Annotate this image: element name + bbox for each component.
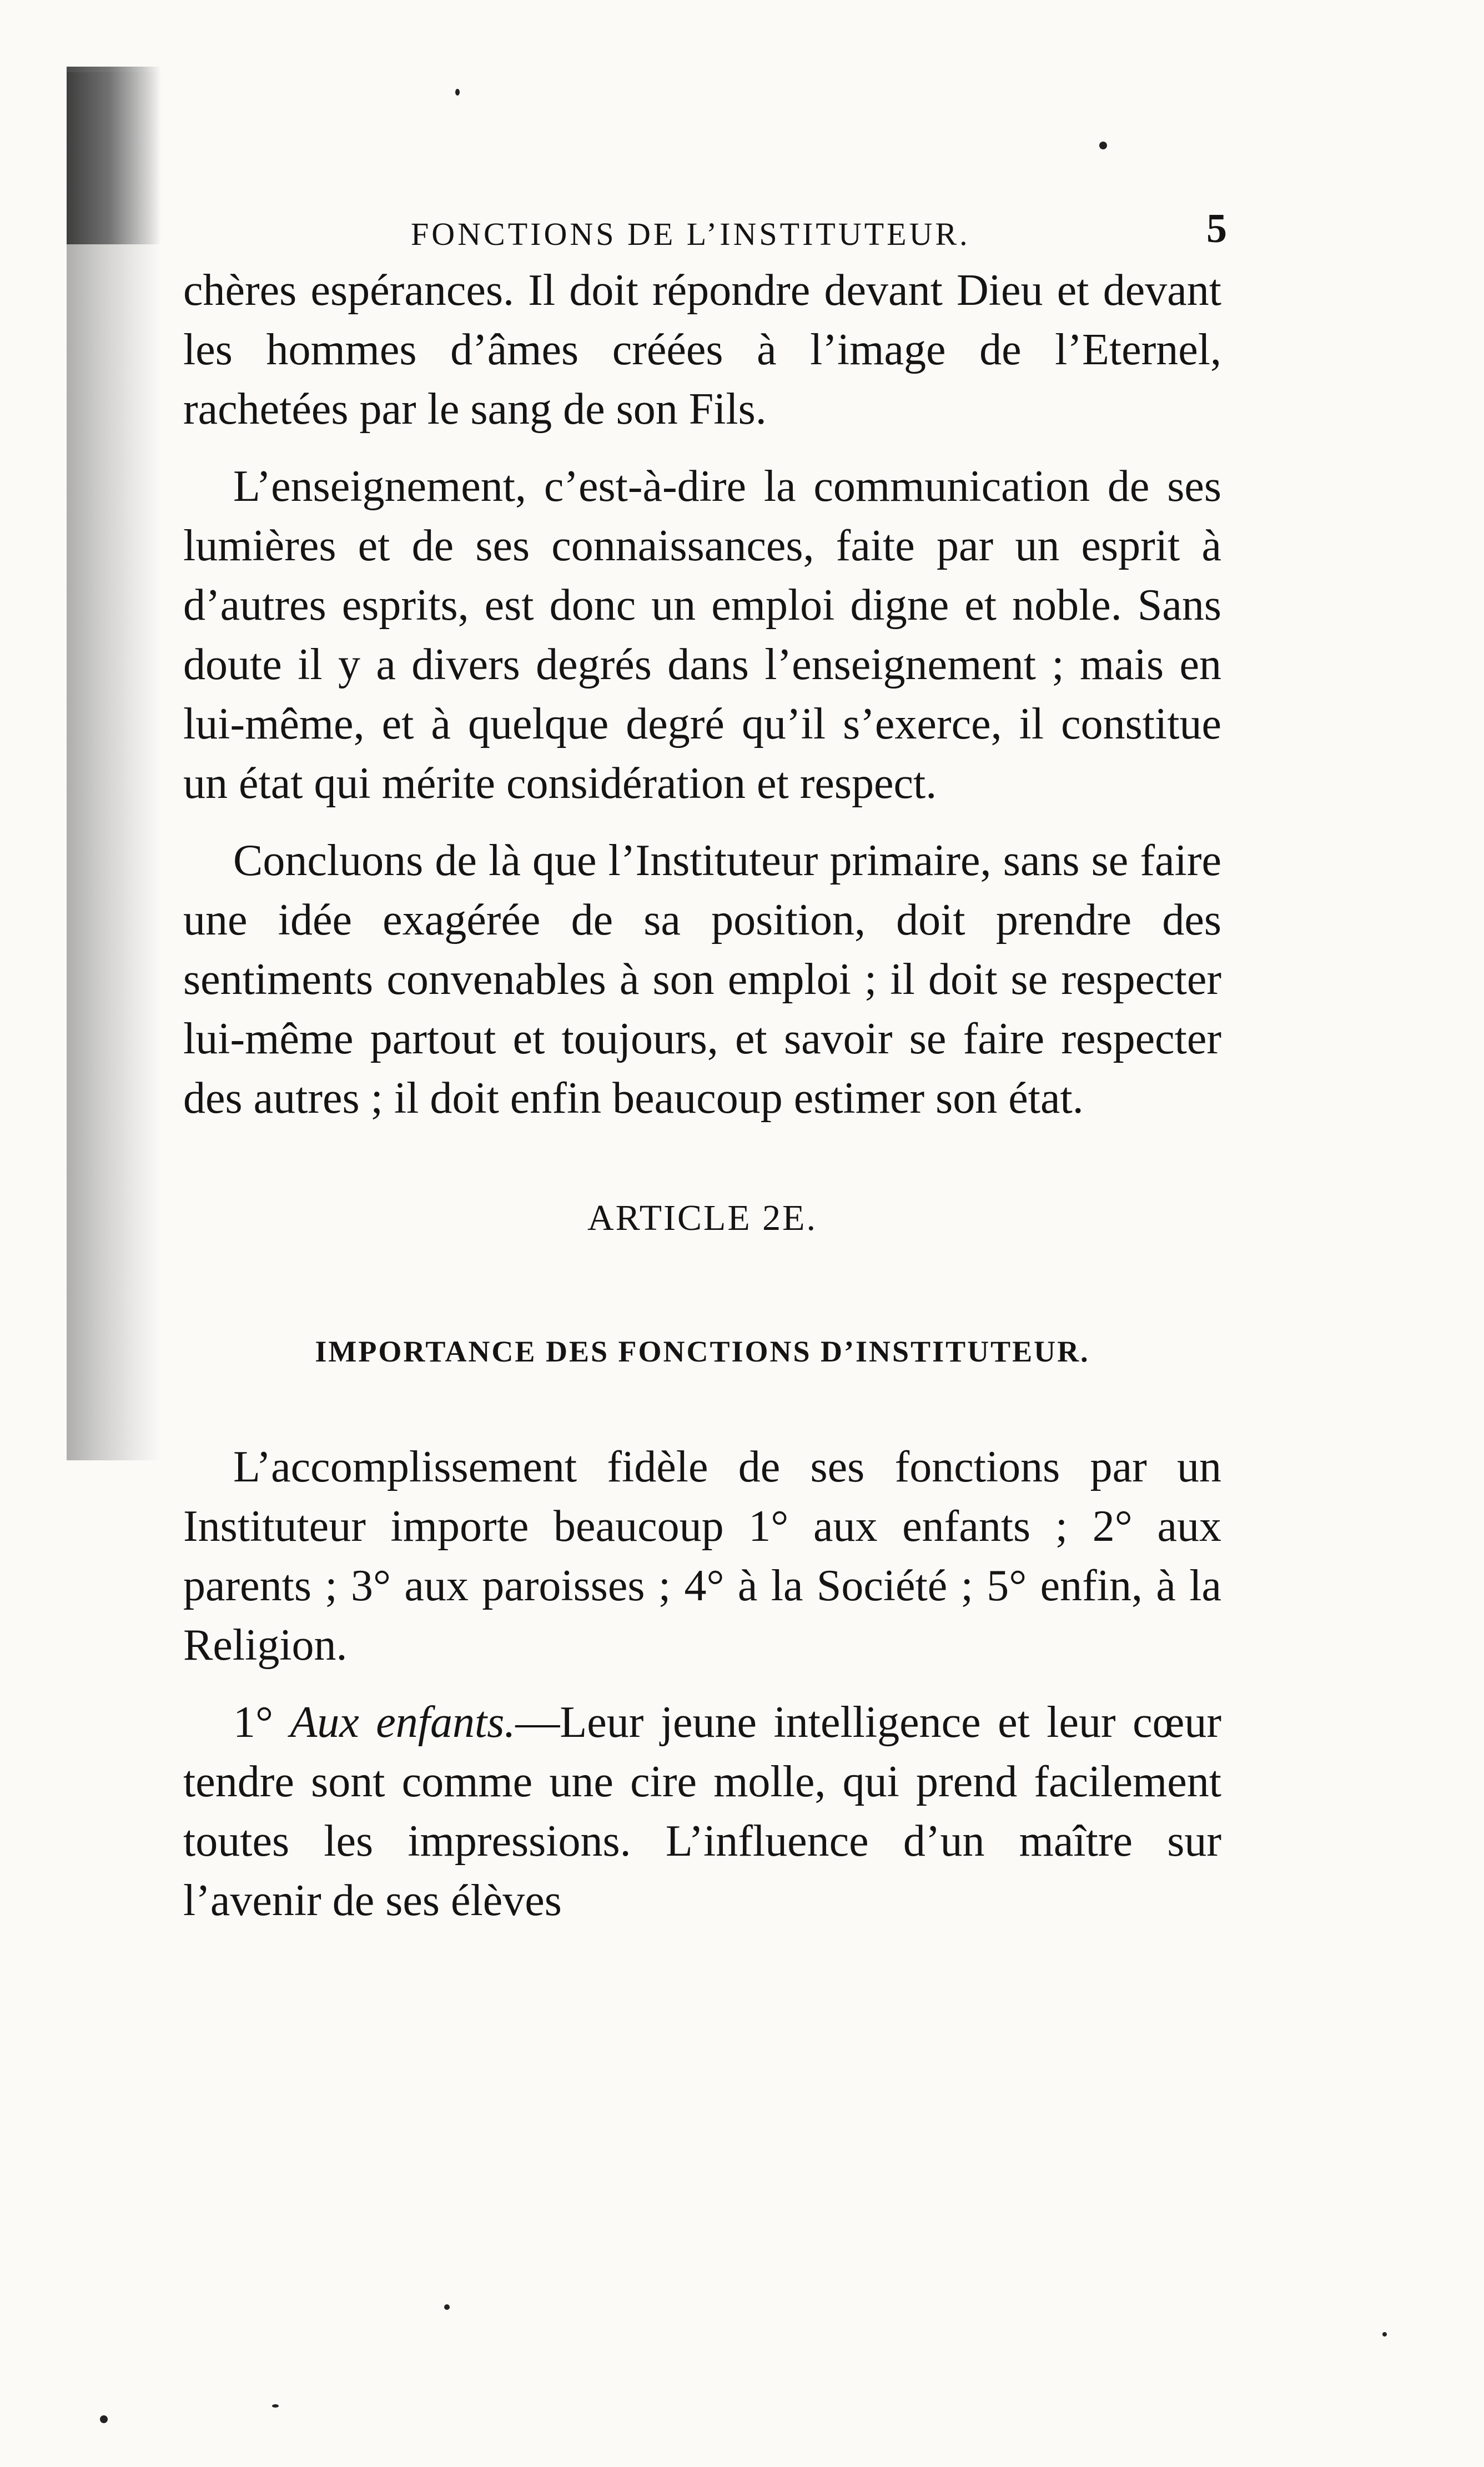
- enfants-heading: Aux enfants.: [290, 1698, 516, 1747]
- binding-shadow-top: [67, 67, 161, 244]
- paragraph-concluons: Concluons de là que l’Instituteur primaire, sans se faire une idée exagérée de sa position, doit prendre des sentiments convenables à son emploi ; il doit se respecter lui-même partout et toujours, et savoir se faire respecter des autres ; il doit enfin beaucoup estimer son état.: [183, 836, 1221, 1123]
- page-number: 5: [1206, 206, 1227, 252]
- running-title: FONCTIONS DE L’INSTITUTEUR.: [411, 216, 970, 252]
- print-speck: [444, 2304, 450, 2310]
- paragraph-accomplissement: L’accomplissement fidèle de ses fonctions par un Instituteur importe beaucoup 1° aux enfants ; 2° aux parents ; 3° aux paroisses ; 4° à la Société ; 5° enfin, à la Religion.: [183, 1443, 1221, 1670]
- print-speck: [455, 89, 460, 96]
- paragraph-enfants: [183, 1693, 1221, 1931]
- print-speck: [100, 2415, 108, 2423]
- enfants-text: —Leur jeune intelligence et leur cœur tendre sont comme une cire molle, qui prend facilement toutes les impressions. L’influence d’un maître sur l’avenir de ses élèves: [183, 1698, 1222, 1925]
- print-speck: [1382, 2332, 1387, 2337]
- running-head: [183, 200, 1227, 261]
- article-title: ARTICLE 2E.: [587, 1198, 817, 1238]
- print-speck: [1099, 142, 1107, 149]
- book-page: [183, 200, 1227, 1948]
- enfants-number: 1°: [233, 1698, 290, 1747]
- binding-shadow: [67, 72, 161, 1460]
- section-title: IMPORTANCE DES FONCTIONS D’INSTITUTEUR.: [315, 1335, 1090, 1368]
- print-speck: [272, 2404, 279, 2408]
- paragraph-enseignement: L’enseignement, c’est-à-dire la communication de ses lumières et de ses connaissances, faite par un esprit à d’autres esprits, est donc un emploi digne et noble. Sans doute il y a divers degrés dans l’enseignement ; mais en lui-même, et à quelque degré qu’il s’exerce, il constitue un état qui mérite considération et respect.: [183, 462, 1221, 808]
- paragraph-continuation: chères espérances. Il doit répondre devant Dieu et devant les hommes d’âmes créées à l’image de l’Eternel, rachetées par le sang de son Fils.: [183, 266, 1221, 434]
